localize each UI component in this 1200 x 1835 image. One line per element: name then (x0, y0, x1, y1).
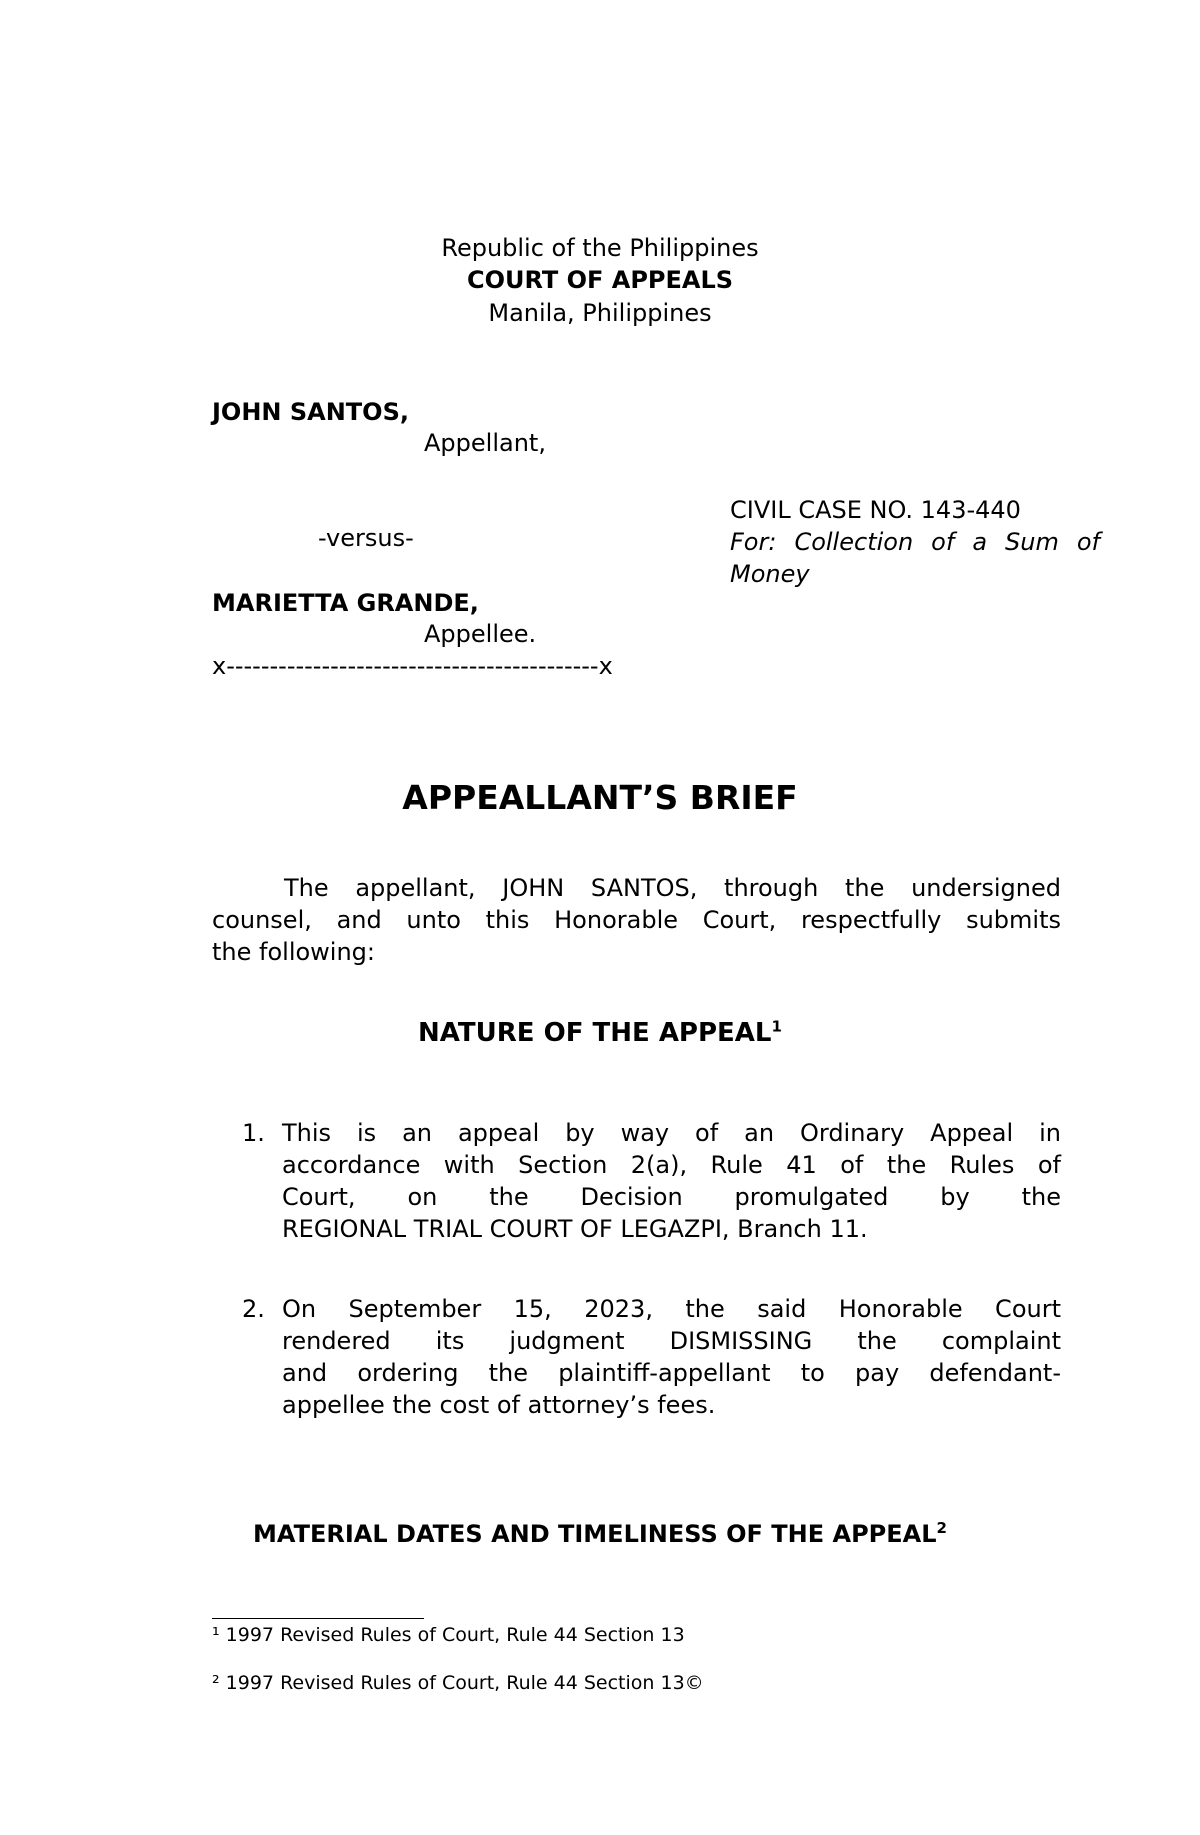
list-item (242, 1293, 1061, 1421)
footnote-2 (212, 1672, 704, 1694)
caption-separator: x-------------------------------------------x (212, 652, 613, 680)
court-header-court-name: COURT OF APPEALS (466, 266, 734, 294)
appellee-name: MARIETTA GRANDE, (212, 589, 479, 617)
intro-line-1: The appellant, JOHN SANTOS, through the undersigned (284, 874, 1061, 902)
footnote-1 (212, 1624, 685, 1646)
footnote-text: 1997 Revised Rules of Court, Rule 44 Section 13© (225, 1672, 704, 1694)
appellee-role: Appellee. (424, 620, 537, 648)
appellant-role: Appellant, (424, 429, 546, 457)
section-heading-nature (0, 1018, 1200, 1048)
list-item-line: accordance with Section 2(a), Rule 41 of the Rules of (282, 1151, 1061, 1179)
footnote-ref-2: 2 (936, 1519, 947, 1537)
list-item-line: and ordering the plaintiff-appellant to pay defendant- (282, 1359, 1061, 1387)
list-item-number: 1. (242, 1119, 265, 1147)
case-number: CIVIL CASE NO. 143-440 (730, 496, 1021, 524)
list-item-line: Court, on the Decision promulgated by the (282, 1183, 1061, 1211)
list-item-line: appellee the cost of attorney’s fees. (282, 1391, 716, 1419)
section-heading-material-dates-text: MATERIAL DATES AND TIMELINESS OF THE APPEAL (253, 1520, 937, 1548)
list-item-line: This is an appeal by way of an Ordinary Appeal in (282, 1119, 1061, 1147)
document-title: APPEALLANT’S BRIEF (402, 778, 798, 817)
intro-paragraph (212, 872, 1061, 968)
versus-label: -versus- (318, 524, 414, 552)
footnote-ref-1: 1 (771, 1017, 782, 1036)
intro-line-2: counsel, and unto this Honorable Court, respectfully submits (212, 906, 1061, 934)
footnote-divider (212, 1618, 424, 1619)
case-info (730, 494, 1100, 590)
case-subject-line2: Money (730, 560, 810, 588)
list-item (242, 1117, 1061, 1245)
list-item-number: 2. (242, 1295, 265, 1323)
list-item-line: On September 15, 2023, the said Honorable Court (282, 1295, 1061, 1323)
court-header-location: Manila, Philippines (488, 299, 712, 327)
intro-line-3: the following: (212, 938, 375, 966)
footnote-text: 1997 Revised Rules of Court, Rule 44 Section 13 (225, 1624, 685, 1646)
list-item-line: rendered its judgment DISMISSING the complaint (282, 1327, 1061, 1355)
list-item-line: REGIONAL TRIAL COURT OF LEGAZPI, Branch 11. (282, 1215, 868, 1243)
section-heading-nature-text: NATURE OF THE APPEAL (418, 1018, 772, 1048)
footnote-mark: ² (212, 1672, 220, 1694)
section-heading-material-dates (0, 1520, 1200, 1548)
appellant-name: JOHN SANTOS, (212, 398, 409, 426)
court-header-republic: Republic of the Philippines (441, 234, 759, 262)
case-subject-line1: For: Collection of a Sum of (730, 528, 1100, 556)
footnote-mark: ¹ (212, 1624, 220, 1646)
